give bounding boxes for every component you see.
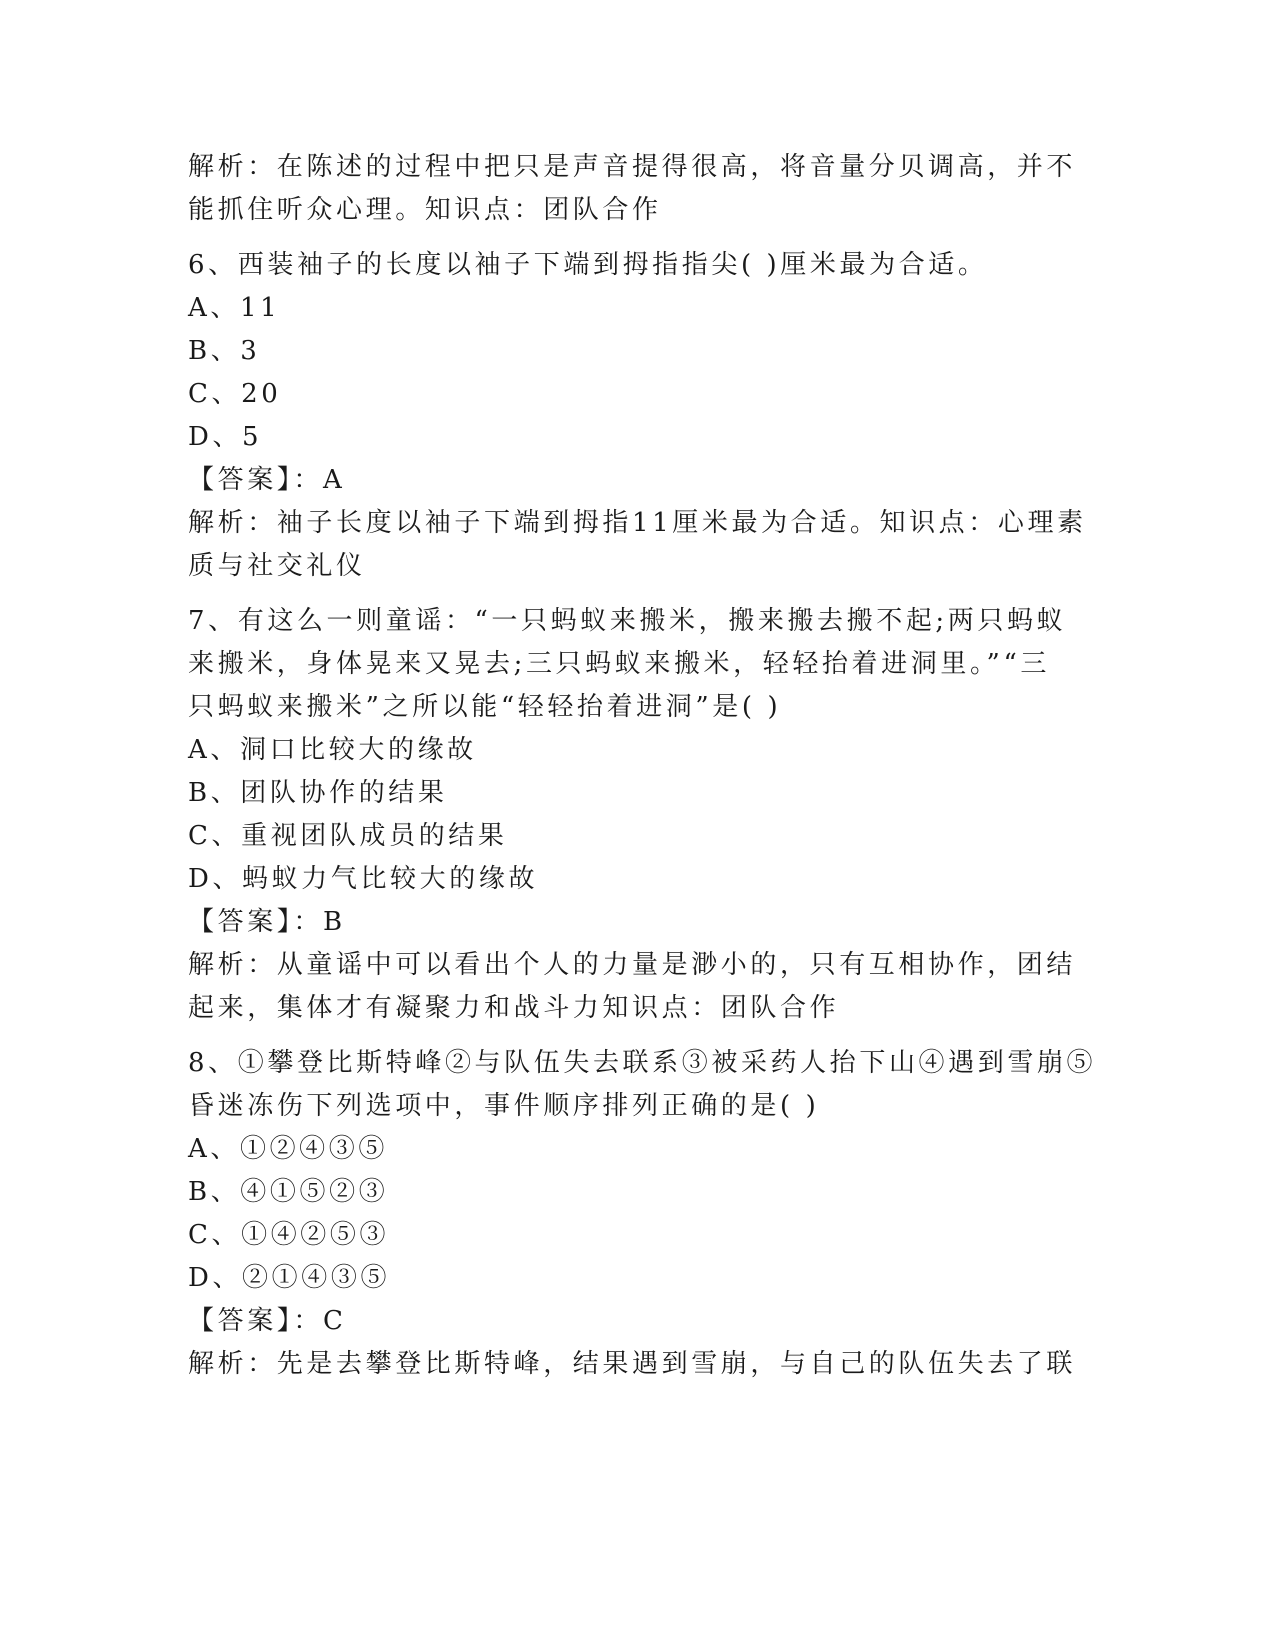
answer: 【答案】：C [188,1306,347,1336]
question-8 [188,1042,1097,1386]
question-stem: 6、西装袖子的长度以袖子下端到拇指指尖( )厘米最为合适。 [188,250,988,280]
explanation-line: 解析：从童谣中可以看出个人的力量是渺小的，只有互相协作，团结 [188,950,1077,980]
option-d: D、5 [188,422,263,452]
question-7 [188,600,1088,1030]
question-stem: 8、①攀登比斯特峰②与队伍失去联系③被采药人抬下山④遇到雪崩⑤ [188,1048,1097,1078]
answer: 【答案】：B [188,907,346,937]
option-a: A、①②④③⑤ [188,1134,388,1164]
option-c: C、①④②⑤③ [188,1220,390,1250]
option-d: D、②①④③⑤ [188,1263,391,1293]
question-stem: 昏迷冻伤下列选项中，事件顺序排列正确的是( ) [188,1091,820,1121]
explanation-line: 解析：袖子长度以袖子下端到拇指11厘米最为合适。知识点：心理素 [188,508,1087,538]
document-page [188,146,1097,1386]
prev-explanation [188,146,1088,232]
option-a: A、11 [188,293,281,323]
answer: 【答案】：A [188,465,346,495]
option-c: C、重视团队成员的结果 [188,821,508,851]
option-c: C、20 [188,379,282,409]
question-stem: 7、有这么一则童谣：“一只蚂蚁来搬米，搬来搬去搬不起;两只蚂蚁 [188,606,1067,636]
explanation-line: 解析：先是去攀登比斯特峰，结果遇到雪崩，与自己的队伍失去了联 [188,1349,1077,1379]
option-a: A、洞口比较大的缘故 [188,735,477,765]
option-b: B、3 [188,336,261,366]
option-b: B、④①⑤②③ [188,1177,389,1207]
explanation-line: 起来，集体才有凝聚力和战斗力知识点：团队合作 [188,993,840,1023]
option-b: B、团队协作的结果 [188,778,448,808]
question-6 [188,244,1088,588]
question-stem: 只蚂蚁来搬米”之所以能“轻轻抬着进洞”是( ) [188,692,782,722]
option-d: D、蚂蚁力气比较大的缘故 [188,864,539,894]
explanation-line: 质与社交礼仪 [188,551,366,581]
question-stem: 来搬米，身体晃来又晃去;三只蚂蚁来搬米，轻轻抬着进洞里。”“三 [188,649,1050,679]
explanation-line: 解析：在陈述的过程中把只是声音提得很高，将音量分贝调高，并不 [188,152,1077,182]
explanation-line: 能抓住听众心理。知识点：团队合作 [188,195,662,225]
